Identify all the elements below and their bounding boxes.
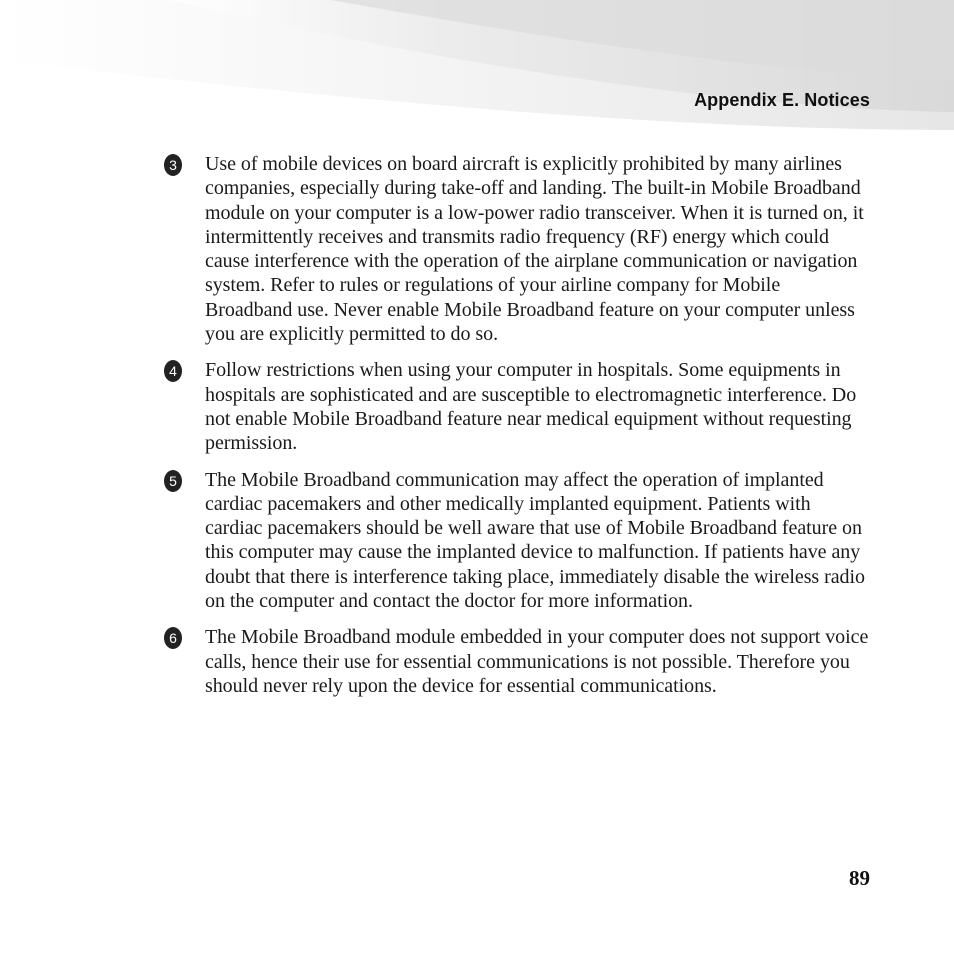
- notice-item: [164, 468, 870, 614]
- notice-item: [164, 152, 870, 346]
- circled-number-6-marker: 6: [164, 627, 182, 649]
- notice-item-text: Follow restrictions when using your computer in hospitals. Some equipments in hospitals are sophisticated and are susceptible to electromagnetic interference. Do not enable Mobile Broadband feature near medical equipment without requesting permission.: [205, 359, 857, 455]
- notice-item-text: Use of mobile devices on board aircraft is explicitly prohibited by many airlines companies, especially during take-off and landing. The built-in Mobile Broadband module on your computer is a low-power radio transceiver. When it is turned on, it intermittently receives and transmits radio frequency (RF) energy which could cause interference with the operation of the airplane communication or navigation system. Refer to rules or regulations of your airline company for Mobile Broadband use. Never enable Mobile Broadband feature on your computer unless you are explicitly permitted to do so.: [205, 153, 864, 346]
- running-header-title: Appendix E. Notices: [694, 90, 870, 110]
- circled-number-3-marker: 3: [164, 154, 182, 176]
- notice-item-text: The Mobile Broadband module embedded in your computer does not support voice calls, hence their use for essential communications is not possible. Therefore you should never rely upon the device for essential communications.: [205, 626, 869, 697]
- header-swoosh-graphic: [0, 0, 954, 140]
- notice-list: [164, 152, 870, 710]
- notice-item: [164, 625, 870, 698]
- circled-number-5-marker: 5: [164, 470, 182, 492]
- page-number: 89: [849, 866, 870, 890]
- circled-number-4-marker: 4: [164, 360, 182, 382]
- notice-item-text: The Mobile Broadband communication may affect the operation of implanted cardiac pacemakers and other medically implanted equipment. Patients with cardiac pacemakers should be well aware that use of Mobile Broadband feature on this computer may cause the implanted device to malfunction. If patients have any doubt that there is interference taking place, immediately disable the wireless radio on the computer and contact the doctor for more information.: [205, 468, 865, 613]
- notice-item: [164, 358, 870, 455]
